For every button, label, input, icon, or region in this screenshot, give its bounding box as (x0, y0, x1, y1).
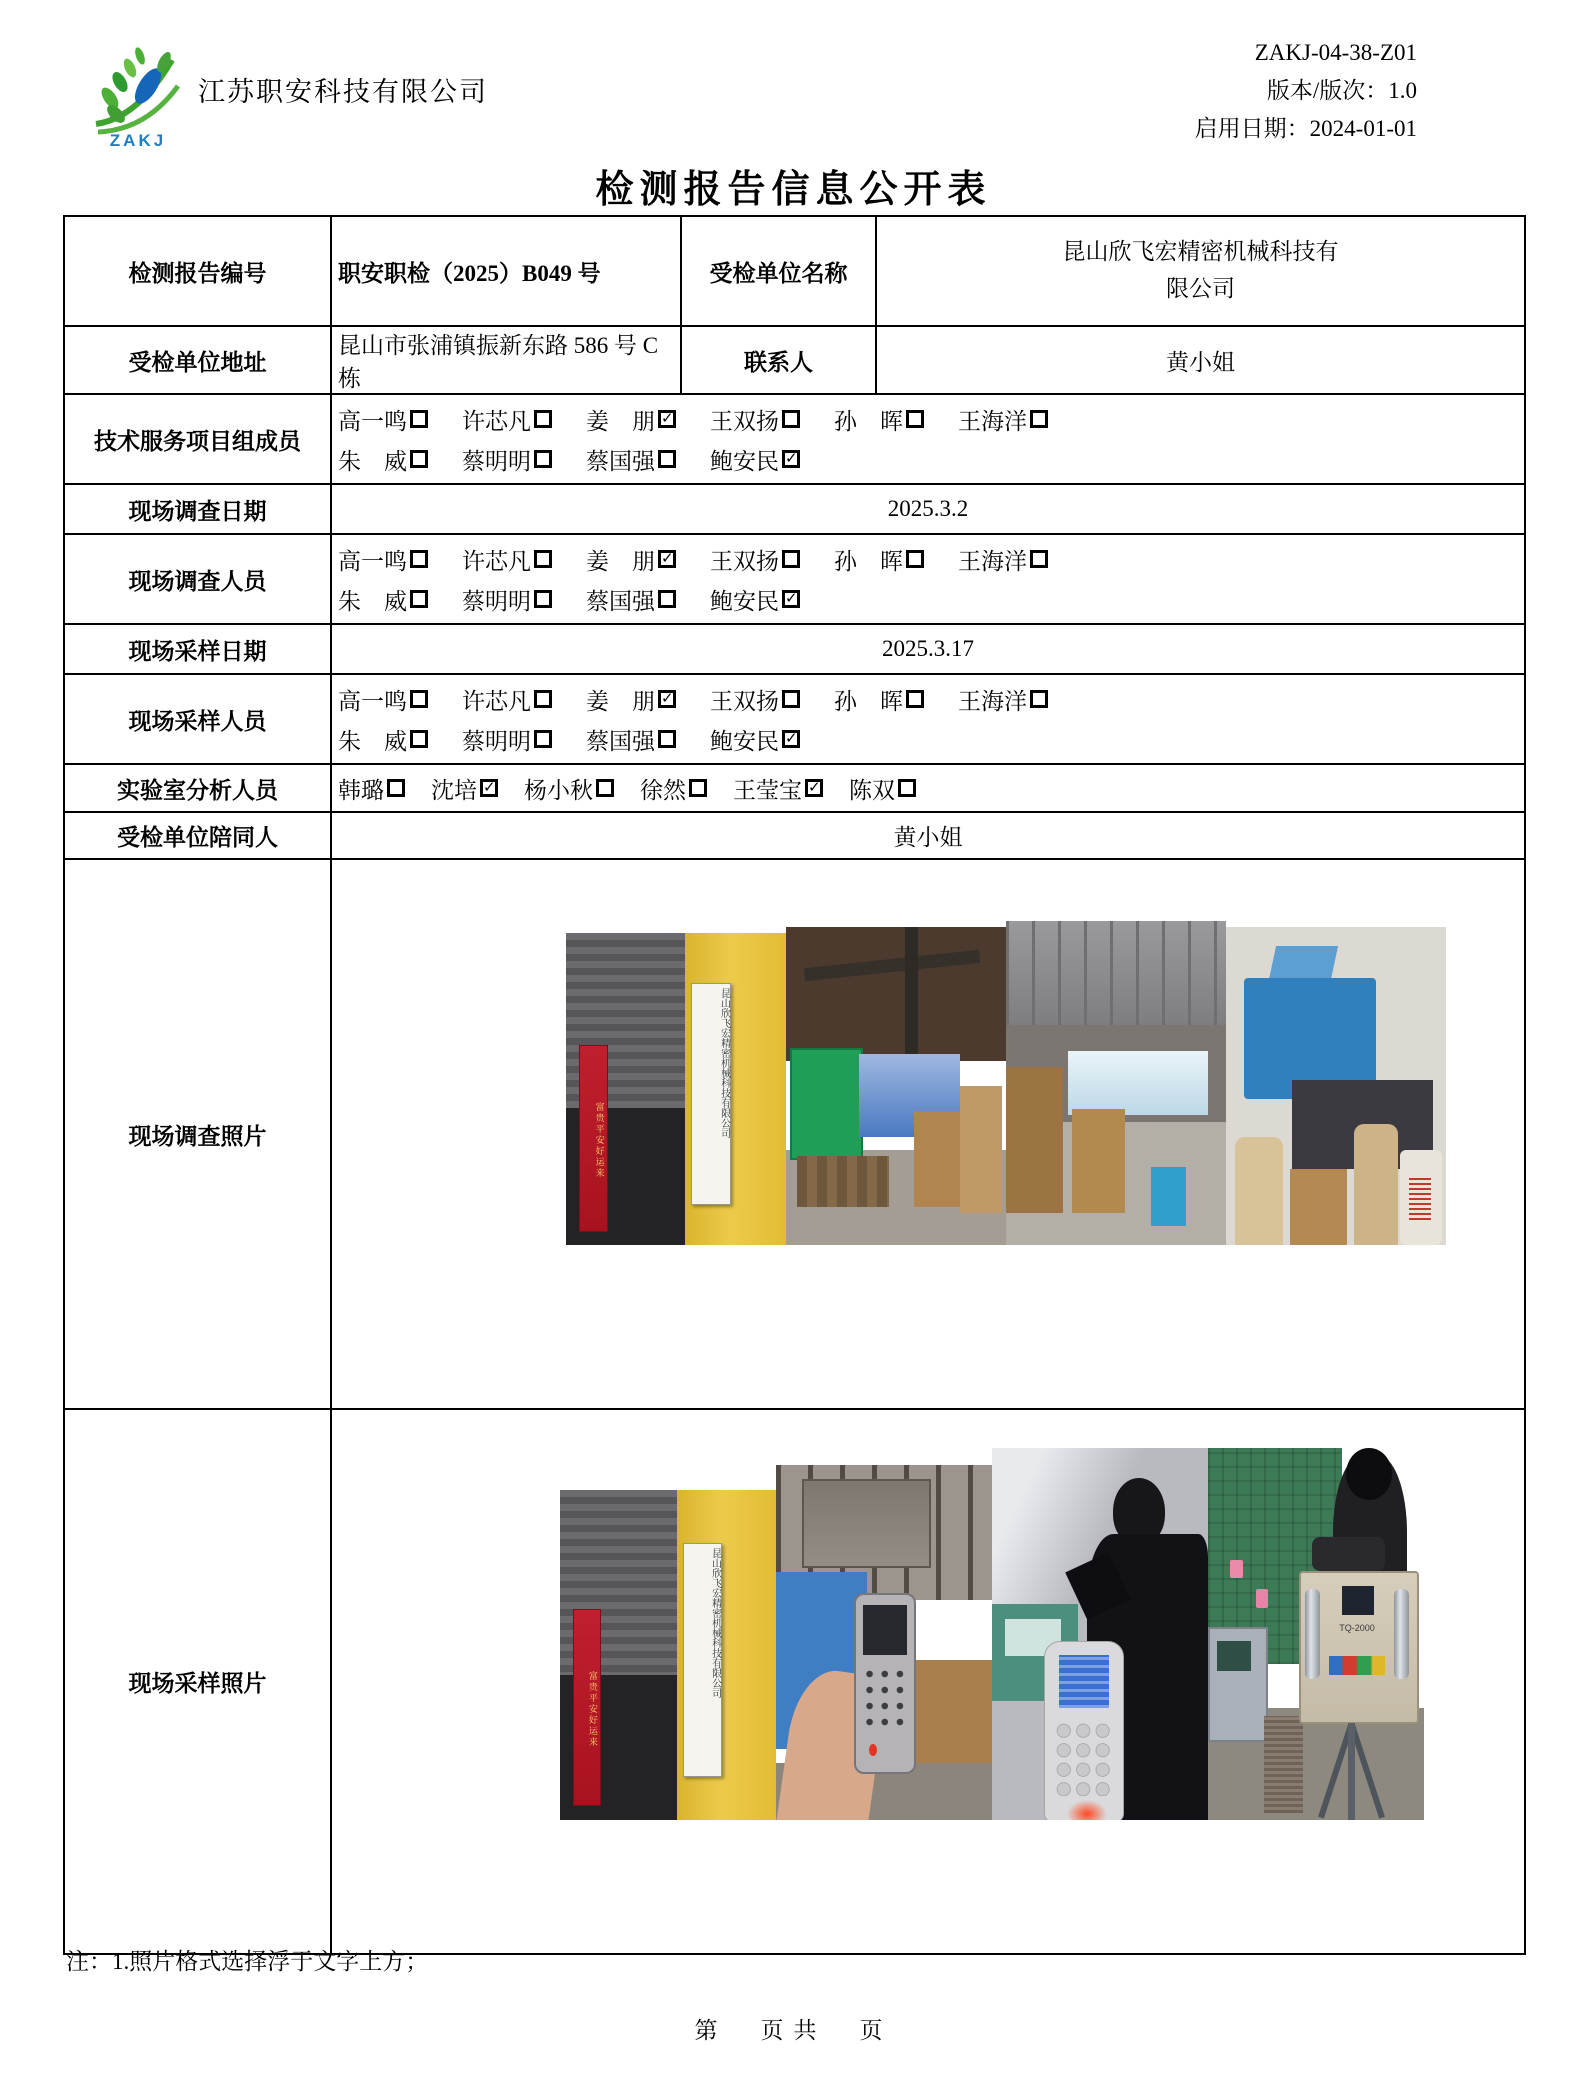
member-item (462, 583, 586, 616)
checkbox-unchecked[interactable] (596, 779, 614, 797)
survey-staff-label: 现场调查人员 (64, 534, 331, 624)
survey-photo-crusher-machine (1226, 927, 1446, 1245)
checkbox-checked[interactable]: ✓ (782, 450, 800, 468)
page-number-footer: 第 页共 页 (694, 2018, 893, 2043)
checkbox-checked[interactable]: ✓ (658, 410, 676, 428)
sampling-staff-cell (331, 674, 1525, 764)
accompany-label: 受检单位陪同人 (64, 812, 331, 859)
member-name: 许芯凡 (462, 408, 531, 434)
sampling-photo-strip (338, 1448, 1518, 1915)
member-name: 蔡国强 (586, 448, 655, 474)
member-name: 姜 朋 (586, 408, 655, 434)
team-members-line1 (338, 399, 1518, 439)
member-name: 陈双 (849, 777, 895, 803)
member-item (338, 723, 462, 756)
member-name: 高一鸣 (338, 548, 407, 574)
member-item (338, 583, 462, 616)
sampling-staff-line2 (338, 719, 1518, 759)
member-name: 沈培 (431, 777, 477, 803)
member-name: 蔡国强 (586, 728, 655, 754)
member-item (834, 683, 958, 716)
doc-version: 版本/版次：1.0 (1266, 78, 1417, 103)
survey-staff-line1 (338, 539, 1518, 579)
accompany-value: 黄小姐 (331, 812, 1525, 859)
checkbox-unchecked[interactable] (534, 590, 552, 608)
member-item (710, 443, 834, 476)
sampling-photos-cell (331, 1409, 1525, 1954)
couplet-text: 富贵平安好运来 (579, 1045, 607, 1232)
checkbox-unchecked[interactable] (410, 550, 428, 568)
checkbox-unchecked[interactable] (410, 730, 428, 748)
checkbox-unchecked[interactable] (782, 550, 800, 568)
unit-name-label: 受检单位名称 (681, 216, 876, 326)
report-no-value: 职安职检（2025）B049 号 (331, 216, 681, 326)
member-name: 朱 威 (338, 728, 407, 754)
member-name: 王双扬 (710, 548, 779, 574)
checkbox-checked[interactable]: ✓ (658, 550, 676, 568)
logo-text: ZAKJ (109, 131, 167, 150)
member-name: 姜 朋 (586, 548, 655, 574)
member-item (710, 723, 834, 756)
checkbox-checked[interactable]: ✓ (480, 779, 498, 797)
member-name: 孙 晖 (834, 548, 903, 574)
member-name: 姜 朋 (586, 688, 655, 714)
team-label: 技术服务项目组成员 (64, 394, 331, 484)
company-logo (88, 38, 188, 150)
member-item (958, 543, 1082, 576)
checkbox-unchecked[interactable] (410, 590, 428, 608)
lab-staff-label: 实验室分析人员 (64, 764, 331, 812)
member-item (462, 683, 586, 716)
member-name: 蔡明明 (462, 448, 531, 474)
checkbox-unchecked[interactable] (534, 550, 552, 568)
member-name: 蔡国强 (586, 588, 655, 614)
checkbox-unchecked[interactable] (1030, 690, 1048, 708)
lab-staff-cell (331, 764, 1525, 812)
member-name: 王双扬 (710, 408, 779, 434)
member-item (586, 723, 710, 756)
member-item (586, 683, 710, 716)
checkbox-unchecked[interactable] (906, 410, 924, 428)
sampling-photo-air-sampler-tripod (1208, 1448, 1424, 1820)
lab-staff-line (338, 768, 1518, 808)
contact-value: 黄小姐 (876, 326, 1525, 394)
checkbox-unchecked[interactable] (410, 410, 428, 428)
member-item (338, 443, 462, 476)
doc-code: ZAKJ-04-38-Z01 (1254, 40, 1417, 65)
member-item (834, 543, 958, 576)
member-item (462, 723, 586, 756)
member-name: 徐然 (640, 777, 686, 803)
checkbox-unchecked[interactable] (782, 690, 800, 708)
member-item (431, 772, 498, 805)
member-item (338, 772, 405, 805)
sampling-photo-worker-measurement (992, 1448, 1208, 1820)
member-name: 王海洋 (958, 408, 1027, 434)
member-item (338, 683, 462, 716)
member-item (338, 403, 462, 436)
member-name: 鲍安民 (710, 448, 779, 474)
sampling-photo-handheld-meter (776, 1465, 992, 1820)
survey-photo-molding-workshop (786, 927, 1006, 1245)
checkbox-checked[interactable]: ✓ (782, 590, 800, 608)
member-item (586, 583, 710, 616)
checkbox-unchecked[interactable] (782, 410, 800, 428)
member-name: 许芯凡 (462, 688, 531, 714)
checkbox-unchecked[interactable] (387, 779, 405, 797)
member-name: 王海洋 (958, 548, 1027, 574)
member-item (710, 583, 834, 616)
member-item (710, 543, 834, 576)
member-item (958, 683, 1082, 716)
team-members-cell (331, 394, 1525, 484)
survey-date-label: 现场调查日期 (64, 484, 331, 534)
member-name: 朱 威 (338, 448, 407, 474)
member-name: 高一鸣 (338, 688, 407, 714)
unit-name-text: 昆山欣飞宏精密机械科技有限公司 (1062, 239, 1339, 301)
company-name: 江苏职安科技有限公司 (198, 77, 488, 107)
member-name: 蔡明明 (462, 588, 531, 614)
member-item (586, 543, 710, 576)
member-item (710, 403, 834, 436)
checkbox-unchecked[interactable] (898, 779, 916, 797)
member-name: 孙 晖 (834, 688, 903, 714)
member-name: 孙 晖 (834, 408, 903, 434)
survey-photo-strip (338, 921, 1518, 1347)
checkbox-unchecked[interactable] (410, 690, 428, 708)
member-name: 朱 威 (338, 588, 407, 614)
checkbox-unchecked[interactable] (906, 690, 924, 708)
checkbox-unchecked[interactable] (534, 450, 552, 468)
checkbox-checked[interactable]: ✓ (782, 730, 800, 748)
checkbox-checked[interactable]: ✓ (805, 779, 823, 797)
member-name: 王莹宝 (733, 777, 802, 803)
company-sign-vertical-text: 昆山欣飞宏精密机械科技有限公司 (691, 983, 730, 1205)
member-item (834, 403, 958, 436)
sampling-date-value: 2025.3.17 (331, 624, 1525, 674)
survey-date-value: 2025.3.2 (331, 484, 1525, 534)
contact-label: 联系人 (681, 326, 876, 394)
member-name: 杨小秋 (524, 777, 593, 803)
info-table (63, 215, 1526, 1955)
member-item (586, 403, 710, 436)
member-name: 韩璐 (338, 777, 384, 803)
sampling-photo-factory-entrance (560, 1490, 776, 1820)
doc-enable-date: 启用日期：2024-01-01 (1194, 116, 1417, 141)
member-name: 许芯凡 (462, 548, 531, 574)
sampling-photos-label: 现场采样照片 (64, 1409, 331, 1954)
member-item (849, 772, 916, 805)
survey-staff-cell (331, 534, 1525, 624)
team-members-line2 (338, 439, 1518, 479)
checkbox-checked[interactable]: ✓ (658, 690, 676, 708)
member-item (462, 403, 586, 436)
member-item (640, 772, 707, 805)
sampling-staff-label: 现场采样人员 (64, 674, 331, 764)
checkbox-unchecked[interactable] (1030, 550, 1048, 568)
member-item (462, 543, 586, 576)
member-name: 王双扬 (710, 688, 779, 714)
member-item (710, 683, 834, 716)
member-name: 高一鸣 (338, 408, 407, 434)
checkbox-unchecked[interactable] (906, 550, 924, 568)
member-name: 鲍安民 (710, 588, 779, 614)
checkbox-unchecked[interactable] (534, 690, 552, 708)
checkbox-unchecked[interactable] (534, 730, 552, 748)
member-item (462, 443, 586, 476)
report-no-label: 检测报告编号 (64, 216, 331, 326)
unit-addr-value: 昆山市张浦镇振新东路 586 号 C 栋 (331, 326, 681, 394)
member-item (586, 443, 710, 476)
doc-meta (1195, 34, 1417, 148)
unit-addr-label: 受检单位地址 (64, 326, 331, 394)
member-name: 王海洋 (958, 688, 1027, 714)
sampling-staff-line1 (338, 679, 1518, 719)
checkbox-unchecked[interactable] (534, 410, 552, 428)
survey-photo-factory-entrance (566, 933, 786, 1245)
unit-name-value (876, 216, 1525, 326)
company-sign-vertical-text: 昆山欣飞宏精密机械科技有限公司 (683, 1543, 722, 1777)
checkbox-unchecked[interactable] (658, 590, 676, 608)
survey-staff-line2 (338, 579, 1518, 619)
survey-photos-cell (331, 859, 1525, 1409)
survey-photos-label: 现场调查照片 (64, 859, 331, 1409)
member-name: 鲍安民 (710, 728, 779, 754)
member-item (733, 772, 823, 805)
couplet-text: 富贵平安好运来 (573, 1609, 601, 1806)
member-item (958, 403, 1082, 436)
footnote: 注：1.照片格式选择浮于文字上方； (66, 1949, 429, 1974)
checkbox-unchecked[interactable] (658, 730, 676, 748)
checkbox-unchecked[interactable] (410, 450, 428, 468)
sampling-date-label: 现场采样日期 (64, 624, 331, 674)
member-name: 蔡明明 (462, 728, 531, 754)
checkbox-unchecked[interactable] (689, 779, 707, 797)
instrument-model-text: TQ-2000 (1339, 1622, 1375, 1633)
survey-photo-warehouse (1006, 921, 1226, 1245)
member-item (524, 772, 614, 805)
checkbox-unchecked[interactable] (1030, 410, 1048, 428)
checkbox-unchecked[interactable] (658, 450, 676, 468)
page-title: 检测报告信息公开表 (595, 169, 992, 211)
member-item (338, 543, 462, 576)
